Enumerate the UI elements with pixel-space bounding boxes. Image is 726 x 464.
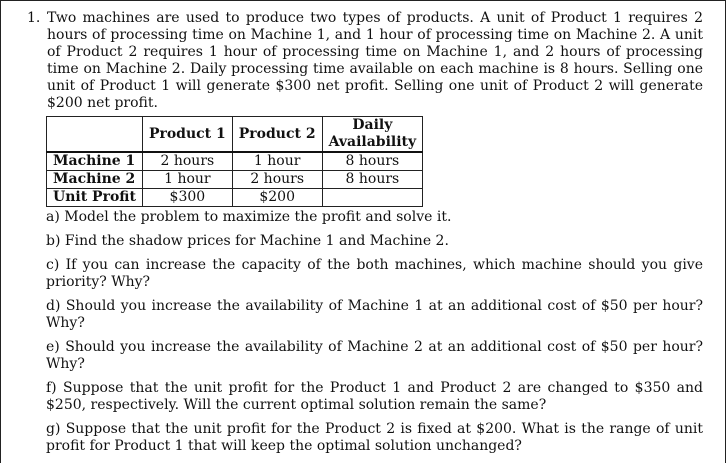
- table-cell: $200: [232, 189, 322, 207]
- machine-table: [46, 116, 423, 207]
- question-list: [46, 209, 703, 455]
- table-cell: [322, 189, 423, 207]
- header-product-2: Product 2: [232, 117, 322, 153]
- question-b: b) Find the shadow prices for Machine 1 and Machine 2.: [46, 233, 449, 249]
- question-c: c) If you can increase the capacity of the both machines, which machine should you give priority? Why?: [46, 257, 703, 290]
- table-cell: 2 hours: [232, 171, 322, 189]
- question-f: f) Suppose that the unit profit for the Product 1 and Product 2 are changed to $350 and $250, respectively. Will the current optimal solution remain the same?: [46, 380, 703, 413]
- question-e: e) Should you increase the availability of Machine 2 at an additional cost of $50 per hour? Why?: [46, 339, 703, 372]
- table-corner-cell: [47, 117, 143, 153]
- question-a: a) Model the problem to maximize the profit and solve it.: [46, 209, 452, 225]
- problem-content: [27, 10, 703, 462]
- table-cell: 2 hours: [142, 152, 232, 171]
- problem-statement: [27, 10, 703, 112]
- table-cell: 1 hour: [142, 171, 232, 189]
- table-cell: 1 hour: [232, 152, 322, 171]
- problem-number: 1.: [27, 10, 41, 26]
- row-label-machine-2: Machine 2: [47, 171, 143, 189]
- problem-text: Two machines are used to produce two types of products. A unit of Product 1 requires 2 hours of processing time on Machine 1, and 1 hour of processing time on Machine 2. A unit of Product 2 requires 1 hour of processing time on Machine 1, and 2 hours of processing time on Machine 2. Daily processing time available on each machine is 8 hours. Selling one unit of Product 1 will generate $300 net profit. Selling one unit of Product 2 will generate $200 net profit.: [47, 10, 703, 111]
- table-row: [47, 189, 423, 207]
- table-cell: $300: [142, 189, 232, 207]
- row-label-unit-profit: Unit Profit: [47, 189, 143, 207]
- row-label-machine-1: Machine 1: [47, 152, 143, 171]
- table-row: [47, 152, 423, 171]
- question-g: g) Suppose that the unit profit for the Product 2 is fixed at $200. What is the range of unit profit for Product 1 that will keep the optimal solution unchanged?: [46, 421, 703, 454]
- table-cell: 8 hours: [322, 171, 423, 189]
- table-row: [47, 171, 423, 189]
- question-d: d) Should you increase the availability of Machine 1 at an additional cost of $50 per hour? Why?: [46, 298, 703, 331]
- header-daily-availability: Daily Availability: [322, 117, 423, 153]
- header-product-1: Product 1: [142, 117, 232, 153]
- table-cell: 8 hours: [322, 152, 423, 171]
- table-header-row: [47, 117, 423, 153]
